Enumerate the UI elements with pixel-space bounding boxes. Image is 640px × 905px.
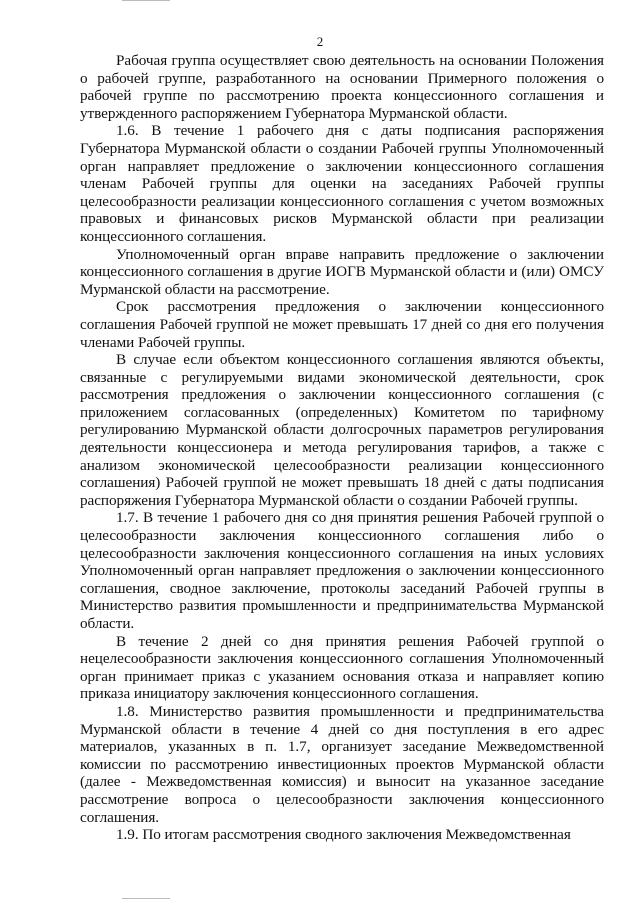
document-body [80, 52, 604, 897]
paragraph-review-period: Срок рассмотрения предложения о заключении концессионного соглашения Рабочей группой не может превышать 17 дней со дня его получения членами Рабочей группы. [80, 298, 604, 351]
paragraph-authorized-body-right: Уполномоченный орган вправе направить предложение о заключении концессионного соглашения в другие ИОГВ Мурманской области и (или) ОМСУ Мурманской области на рассмотрение. [80, 245, 604, 298]
paragraph-1-6: 1.6. В течение 1 рабочего дня с даты подписания распоряжения Губернатора Мурманской области о создании Рабочей группы Уполномоченный орган направляет предложение о заключении концессионного соглашения членам Рабочей группы для оценки на заседаниях Рабочей группы целесообразности реализации концессионного соглашения с учетом возможных правовых и финансовых рисков Мурманской области при реализации концессионного соглашения. [80, 122, 604, 245]
paragraph-1-7: 1.7. В течение 1 рабочего дня со дня принятия решения Рабочей группой о целесообразности заключения концессионного соглашения либо о целесообразности заключения концессионного соглашения на иных условиях Уполномоченный орган направляет предложения о заключении концессионного соглашения, сводное заключение, протоколы заседаний Рабочей группы в Министерство развития промышленности и предпринимательства Мурманской области. [80, 509, 604, 632]
scan-artifact-top [122, 0, 170, 5]
scan-artifact-bottom [122, 898, 170, 903]
paragraph-working-group-basis: Рабочая группа осуществляет свою деятельность на основании Положения о рабочей группе, разработанного на основании Примерного положения о рабочей группе по рассмотрению проекта концессионного соглашения и утвержденного распоряжением Губернатора Мурманской области. [80, 52, 604, 122]
page-number: 2 [316, 34, 324, 49]
paragraph-refusal-order: В течение 2 дней со дня принятия решения Рабочей группой о нецелесообразности заключения концессионного соглашения Уполномоченный орган принимает приказ с указанием основания отказа и направляет копию приказа инициатору заключения концессионного соглашения. [80, 632, 604, 703]
paragraph-1-9: 1.9. По итогам рассмотрения сводного заключения Межведомственная [116, 826, 571, 844]
paragraph-regulated-activities: В случае если объектом концессионного соглашения являются объекты, связанные с регулируемыми видами экономической деятельности, срок рассмотрения предложения о заключении концессионного соглашения (с приложением согласованных (определенных) Комитетом по тарифному регулированию Мурманской области долгосрочных параметров регулирования деятельности концессионера и метода регулирования тарифов, а также с анализом экономической целесообразности реализации концессионного соглашения) Рабочей группой не может превышать 18 дней с даты подписания распоряжения Губернатора Мурманской области о создании Рабочей группы. [80, 351, 604, 509]
paragraph-1-8: 1.8. Министерство развития промышленности и предпринимательства Мурманской области в течение 4 дней со дня поступления в его адрес материалов, указанных в п. 1.7, организует заседание Межведомственной комиссии по рассмотрению инвестиционных проектов Мурманской области (далее - Межведомственная комиссия) и выносит на указанное заседание рассмотрение вопроса о целесообразности заключения концессионного соглашения. [80, 702, 604, 826]
